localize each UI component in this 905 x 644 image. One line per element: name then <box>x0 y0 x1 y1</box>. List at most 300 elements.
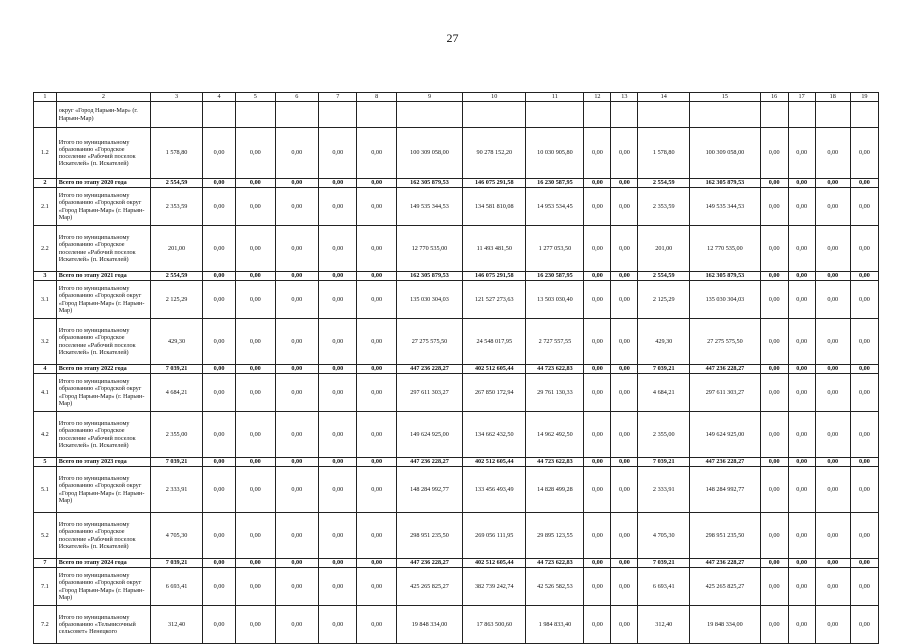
value-cell: 0,00 <box>584 226 611 272</box>
value-cell: 0,00 <box>236 179 275 188</box>
value-cell: 4 705,30 <box>151 513 203 559</box>
table-row <box>34 513 879 559</box>
value-cell: 0,00 <box>202 319 235 365</box>
value-cell: 0,00 <box>611 568 638 606</box>
value-cell: 0,00 <box>275 374 319 412</box>
value-cell: 6 693,41 <box>638 568 690 606</box>
row-label-cell: Итого по муниципальному образованию «Городское поселение «Рабочий поселок Искателей» (п. Искателей) <box>56 226 150 272</box>
row-label-cell: Итого по муниципальному образованию «Городское поселение «Рабочий поселок Искателей» (п. Искателей) <box>56 513 150 559</box>
row-label-cell: Всего по этапу 2021 года <box>56 272 150 281</box>
value-cell: 0,00 <box>815 606 850 644</box>
value-cell: 0,00 <box>236 559 275 568</box>
row-number-cell <box>34 102 57 128</box>
value-cell: 2 727 557,55 <box>526 319 584 365</box>
column-number: 16 <box>760 93 788 102</box>
value-cell: 267 850 172,94 <box>463 374 526 412</box>
value-cell: 297 611 303,27 <box>396 374 462 412</box>
value-cell: 298 951 235,50 <box>690 513 761 559</box>
row-label-cell: Итого по муниципальному образованию «Городское поселение «Рабочий поселок Искателей» (п. Искателей) <box>56 128 150 179</box>
value-cell: 17 863 500,60 <box>463 606 526 644</box>
value-cell: 4 705,30 <box>638 513 690 559</box>
value-cell: 0,00 <box>357 606 396 644</box>
table-row <box>34 102 879 128</box>
row-number-cell: 3 <box>34 272 57 281</box>
value-cell: 0,00 <box>611 513 638 559</box>
value-cell: 0,00 <box>236 467 275 513</box>
value-cell: 0,00 <box>760 272 788 281</box>
value-cell: 100 309 058,00 <box>690 128 761 179</box>
value-cell: 0,00 <box>788 467 815 513</box>
value-cell: 0,00 <box>788 272 815 281</box>
value-cell: 2 355,00 <box>638 412 690 458</box>
value-cell: 0,00 <box>357 319 396 365</box>
table-row <box>34 281 879 319</box>
value-cell <box>788 102 815 128</box>
value-cell: 0,00 <box>319 412 357 458</box>
value-cell: 134 662 432,50 <box>463 412 526 458</box>
value-cell: 100 309 058,00 <box>396 128 462 179</box>
value-cell: 0,00 <box>850 281 878 319</box>
row-number-cell: 3.1 <box>34 281 57 319</box>
row-number-cell: 2 <box>34 179 57 188</box>
value-cell: 4 684,21 <box>638 374 690 412</box>
value-cell: 133 456 493,49 <box>463 467 526 513</box>
value-cell: 0,00 <box>788 319 815 365</box>
value-cell: 2 554,59 <box>151 272 203 281</box>
value-cell: 0,00 <box>850 226 878 272</box>
row-label-cell: Итого по муниципальному образованию «Городское поселение «Рабочий поселок Искателей» (п. Искателей) <box>56 319 150 365</box>
value-cell: 0,00 <box>850 467 878 513</box>
value-cell: 19 848 334,00 <box>396 606 462 644</box>
value-cell: 0,00 <box>850 412 878 458</box>
stage-total-row <box>34 365 879 374</box>
value-cell: 42 526 582,53 <box>526 568 584 606</box>
value-cell: 0,00 <box>319 272 357 281</box>
value-cell: 2 554,59 <box>151 179 203 188</box>
value-cell: 0,00 <box>788 559 815 568</box>
page-number: 27 <box>446 31 459 45</box>
value-cell: 0,00 <box>611 374 638 412</box>
stage-total-row <box>34 458 879 467</box>
value-cell: 0,00 <box>788 513 815 559</box>
value-cell: 0,00 <box>760 319 788 365</box>
value-cell: 0,00 <box>236 412 275 458</box>
value-cell: 162 305 879,53 <box>396 179 462 188</box>
value-cell <box>236 102 275 128</box>
value-cell: 0,00 <box>815 467 850 513</box>
value-cell: 0,00 <box>850 128 878 179</box>
value-cell: 4 684,21 <box>151 374 203 412</box>
value-cell: 0,00 <box>275 412 319 458</box>
value-cell: 0,00 <box>357 559 396 568</box>
value-cell: 0,00 <box>275 319 319 365</box>
value-cell <box>357 102 396 128</box>
row-label-cell: Итого по муниципальному образованию «Городской округ «Город Нарьян-Мар» (г. Нарьян-Мар) <box>56 281 150 319</box>
table-row <box>34 412 879 458</box>
value-cell: 0,00 <box>850 458 878 467</box>
stage-total-row <box>34 272 879 281</box>
value-cell: 149 535 344,53 <box>396 188 462 226</box>
value-cell: 0,00 <box>850 365 878 374</box>
value-cell: 0,00 <box>275 272 319 281</box>
value-cell: 0,00 <box>611 458 638 467</box>
column-number: 5 <box>236 93 275 102</box>
value-cell: 0,00 <box>236 458 275 467</box>
value-cell: 0,00 <box>236 374 275 412</box>
value-cell: 0,00 <box>584 319 611 365</box>
table-row <box>34 128 879 179</box>
row-number-cell: 2.1 <box>34 188 57 226</box>
value-cell: 0,00 <box>611 467 638 513</box>
value-cell: 0,00 <box>815 458 850 467</box>
value-cell: 0,00 <box>319 226 357 272</box>
value-cell: 0,00 <box>357 179 396 188</box>
value-cell: 0,00 <box>275 281 319 319</box>
value-cell: 0,00 <box>275 559 319 568</box>
value-cell: 0,00 <box>611 188 638 226</box>
value-cell: 312,40 <box>638 606 690 644</box>
value-cell: 12 770 535,00 <box>690 226 761 272</box>
column-number: 9 <box>396 93 462 102</box>
value-cell: 0,00 <box>788 606 815 644</box>
column-number: 14 <box>638 93 690 102</box>
value-cell: 0,00 <box>202 226 235 272</box>
value-cell: 2 353,59 <box>151 188 203 226</box>
row-label-cell: Всего по этапу 2020 года <box>56 179 150 188</box>
value-cell: 0,00 <box>850 568 878 606</box>
value-cell: 2 333,91 <box>151 467 203 513</box>
value-cell: 0,00 <box>275 128 319 179</box>
value-cell: 7 039,21 <box>638 458 690 467</box>
value-cell: 0,00 <box>319 319 357 365</box>
value-cell: 0,00 <box>788 458 815 467</box>
value-cell: 0,00 <box>584 559 611 568</box>
value-cell: 0,00 <box>236 319 275 365</box>
value-cell: 0,00 <box>236 606 275 644</box>
value-cell: 0,00 <box>319 458 357 467</box>
value-cell: 0,00 <box>788 568 815 606</box>
value-cell: 2 353,59 <box>638 188 690 226</box>
value-cell: 44 723 622,83 <box>526 365 584 374</box>
row-number-cell: 1.2 <box>34 128 57 179</box>
value-cell: 0,00 <box>815 179 850 188</box>
value-cell: 0,00 <box>850 179 878 188</box>
value-cell: 7 039,21 <box>151 458 203 467</box>
value-cell: 162 305 879,53 <box>690 272 761 281</box>
value-cell: 0,00 <box>275 568 319 606</box>
value-cell: 121 527 273,63 <box>463 281 526 319</box>
value-cell: 7 039,21 <box>638 365 690 374</box>
value-cell: 0,00 <box>275 606 319 644</box>
value-cell: 0,00 <box>584 513 611 559</box>
value-cell: 0,00 <box>815 513 850 559</box>
value-cell: 0,00 <box>319 568 357 606</box>
row-number-cell: 5.2 <box>34 513 57 559</box>
value-cell: 269 056 111,95 <box>463 513 526 559</box>
value-cell: 402 512 605,44 <box>463 458 526 467</box>
value-cell: 0,00 <box>788 365 815 374</box>
value-cell: 0,00 <box>815 281 850 319</box>
value-cell: 10 030 905,80 <box>526 128 584 179</box>
value-cell: 149 624 925,00 <box>690 412 761 458</box>
value-cell: 0,00 <box>202 467 235 513</box>
value-cell: 0,00 <box>202 281 235 319</box>
value-cell: 0,00 <box>611 365 638 374</box>
value-cell: 0,00 <box>202 606 235 644</box>
value-cell <box>611 102 638 128</box>
value-cell: 0,00 <box>760 606 788 644</box>
value-cell: 402 512 605,44 <box>463 559 526 568</box>
column-number: 19 <box>850 93 878 102</box>
value-cell <box>151 102 203 128</box>
value-cell: 402 512 605,44 <box>463 365 526 374</box>
value-cell: 0,00 <box>319 179 357 188</box>
row-number-cell: 4 <box>34 365 57 374</box>
value-cell: 14 953 534,45 <box>526 188 584 226</box>
value-cell: 0,00 <box>815 374 850 412</box>
value-cell: 0,00 <box>815 412 850 458</box>
value-cell: 0,00 <box>850 559 878 568</box>
value-cell: 7 039,21 <box>638 559 690 568</box>
value-cell: 429,30 <box>151 319 203 365</box>
row-number-cell: 7.1 <box>34 568 57 606</box>
value-cell: 0,00 <box>584 606 611 644</box>
value-cell: 0,00 <box>202 365 235 374</box>
value-cell: 447 236 228,27 <box>690 458 761 467</box>
value-cell: 19 848 334,00 <box>690 606 761 644</box>
value-cell: 447 236 228,27 <box>690 365 761 374</box>
value-cell: 27 275 575,50 <box>396 319 462 365</box>
value-cell: 2 554,59 <box>638 272 690 281</box>
value-cell: 149 624 925,00 <box>396 412 462 458</box>
value-cell: 1 984 833,40 <box>526 606 584 644</box>
data-table <box>33 92 879 644</box>
column-number: 1 <box>34 93 57 102</box>
value-cell: 0,00 <box>584 272 611 281</box>
stage-total-row <box>34 179 879 188</box>
value-cell: 425 265 825,27 <box>396 568 462 606</box>
value-cell: 0,00 <box>760 458 788 467</box>
value-cell <box>526 102 584 128</box>
value-cell: 0,00 <box>236 365 275 374</box>
value-cell: 162 305 879,53 <box>396 272 462 281</box>
value-cell: 0,00 <box>319 128 357 179</box>
value-cell: 0,00 <box>611 606 638 644</box>
value-cell: 0,00 <box>236 513 275 559</box>
column-numbers-row <box>34 93 879 102</box>
value-cell: 0,00 <box>202 559 235 568</box>
value-cell: 146 075 291,58 <box>463 179 526 188</box>
value-cell: 6 693,41 <box>151 568 203 606</box>
value-cell: 16 230 587,95 <box>526 179 584 188</box>
value-cell: 425 265 825,27 <box>690 568 761 606</box>
value-cell: 0,00 <box>760 128 788 179</box>
value-cell: 0,00 <box>760 412 788 458</box>
value-cell: 90 278 152,20 <box>463 128 526 179</box>
value-cell <box>850 102 878 128</box>
column-number: 7 <box>319 93 357 102</box>
value-cell: 148 284 992,77 <box>396 467 462 513</box>
value-cell: 0,00 <box>236 281 275 319</box>
value-cell: 447 236 228,27 <box>396 559 462 568</box>
value-cell <box>584 102 611 128</box>
value-cell <box>815 102 850 128</box>
value-cell: 0,00 <box>319 281 357 319</box>
value-cell <box>690 102 761 128</box>
value-cell: 0,00 <box>850 374 878 412</box>
value-cell: 0,00 <box>815 319 850 365</box>
value-cell: 2 125,29 <box>638 281 690 319</box>
row-label-cell: Итого по муниципальному образованию «Городской округ «Город Нарьян-Мар» (г. Нарьян-Мар) <box>56 188 150 226</box>
row-label-cell: Всего по этапу 2022 года <box>56 365 150 374</box>
value-cell: 1 578,80 <box>638 128 690 179</box>
value-cell: 447 236 228,27 <box>396 365 462 374</box>
value-cell: 0,00 <box>788 374 815 412</box>
value-cell <box>396 102 462 128</box>
column-number: 3 <box>151 93 203 102</box>
value-cell <box>319 102 357 128</box>
value-cell: 1 277 053,50 <box>526 226 584 272</box>
value-cell: 0,00 <box>202 568 235 606</box>
column-number: 13 <box>611 93 638 102</box>
value-cell: 0,00 <box>319 513 357 559</box>
value-cell: 0,00 <box>584 188 611 226</box>
value-cell: 0,00 <box>788 412 815 458</box>
value-cell: 0,00 <box>202 458 235 467</box>
value-cell: 0,00 <box>815 226 850 272</box>
column-number: 11 <box>526 93 584 102</box>
value-cell: 0,00 <box>788 281 815 319</box>
value-cell: 0,00 <box>584 281 611 319</box>
value-cell: 16 230 587,95 <box>526 272 584 281</box>
value-cell <box>760 102 788 128</box>
value-cell: 0,00 <box>275 467 319 513</box>
value-cell: 298 951 235,50 <box>396 513 462 559</box>
row-number-cell: 5.1 <box>34 467 57 513</box>
value-cell: 0,00 <box>202 513 235 559</box>
column-number: 10 <box>463 93 526 102</box>
table-row <box>34 319 879 365</box>
value-cell: 0,00 <box>760 281 788 319</box>
value-cell: 0,00 <box>850 272 878 281</box>
value-cell: 0,00 <box>275 365 319 374</box>
value-cell: 0,00 <box>815 188 850 226</box>
value-cell: 148 284 992,77 <box>690 467 761 513</box>
row-label-cell: Итого по муниципальному образованию «Городской округ «Город Нарьян-Мар» (г. Нарьян-Мар) <box>56 568 150 606</box>
column-number: 2 <box>56 93 150 102</box>
column-number: 6 <box>275 93 319 102</box>
value-cell: 0,00 <box>611 281 638 319</box>
value-cell: 0,00 <box>611 272 638 281</box>
value-cell: 0,00 <box>202 374 235 412</box>
value-cell: 162 305 879,53 <box>690 179 761 188</box>
value-cell: 135 030 304,03 <box>396 281 462 319</box>
column-number: 17 <box>788 93 815 102</box>
value-cell: 0,00 <box>275 188 319 226</box>
value-cell: 0,00 <box>236 128 275 179</box>
table-row <box>34 467 879 513</box>
value-cell: 0,00 <box>357 374 396 412</box>
value-cell: 0,00 <box>815 559 850 568</box>
value-cell: 0,00 <box>788 128 815 179</box>
value-cell: 135 030 304,03 <box>690 281 761 319</box>
value-cell: 0,00 <box>357 128 396 179</box>
table-row <box>34 188 879 226</box>
value-cell: 0,00 <box>202 179 235 188</box>
row-number-cell: 3.2 <box>34 319 57 365</box>
value-cell: 27 275 575,50 <box>690 319 761 365</box>
value-cell: 0,00 <box>357 513 396 559</box>
value-cell: 201,00 <box>638 226 690 272</box>
value-cell: 1 578,80 <box>151 128 203 179</box>
value-cell: 0,00 <box>584 179 611 188</box>
value-cell: 0,00 <box>584 568 611 606</box>
value-cell: 0,00 <box>357 568 396 606</box>
value-cell: 0,00 <box>357 272 396 281</box>
value-cell: 0,00 <box>357 458 396 467</box>
column-number: 4 <box>202 93 235 102</box>
value-cell: 0,00 <box>584 374 611 412</box>
value-cell: 0,00 <box>275 513 319 559</box>
value-cell: 7 039,21 <box>151 559 203 568</box>
row-label-cell: Всего по этапу 2023 года <box>56 458 150 467</box>
value-cell: 0,00 <box>275 226 319 272</box>
column-number: 18 <box>815 93 850 102</box>
value-cell: 0,00 <box>815 365 850 374</box>
value-cell: 0,00 <box>319 188 357 226</box>
value-cell: 0,00 <box>611 179 638 188</box>
value-cell: 0,00 <box>760 226 788 272</box>
table-row <box>34 606 879 644</box>
value-cell: 0,00 <box>319 365 357 374</box>
value-cell: 0,00 <box>319 374 357 412</box>
value-cell: 0,00 <box>357 226 396 272</box>
value-cell: 0,00 <box>850 188 878 226</box>
value-cell: 149 535 344,53 <box>690 188 761 226</box>
value-cell: 0,00 <box>202 412 235 458</box>
value-cell: 0,00 <box>236 226 275 272</box>
row-label-cell: Итого по муниципальному образованию «Тельвисочный сельсовет» Ненецкого <box>56 606 150 644</box>
value-cell: 0,00 <box>357 412 396 458</box>
value-cell: 0,00 <box>275 179 319 188</box>
value-cell: 0,00 <box>202 188 235 226</box>
value-cell: 0,00 <box>788 226 815 272</box>
table-row <box>34 374 879 412</box>
value-cell: 0,00 <box>760 374 788 412</box>
value-cell: 0,00 <box>611 412 638 458</box>
value-cell: 0,00 <box>815 272 850 281</box>
value-cell: 13 503 030,40 <box>526 281 584 319</box>
value-cell: 447 236 228,27 <box>396 458 462 467</box>
value-cell: 0,00 <box>850 513 878 559</box>
value-cell: 0,00 <box>584 458 611 467</box>
value-cell: 146 075 291,58 <box>463 272 526 281</box>
value-cell: 2 333,91 <box>638 467 690 513</box>
value-cell: 0,00 <box>357 188 396 226</box>
value-cell <box>202 102 235 128</box>
value-cell: 201,00 <box>151 226 203 272</box>
value-cell: 134 581 810,08 <box>463 188 526 226</box>
row-number-cell: 5 <box>34 458 57 467</box>
value-cell: 0,00 <box>236 568 275 606</box>
value-cell <box>463 102 526 128</box>
value-cell: 0,00 <box>611 226 638 272</box>
value-cell: 0,00 <box>319 559 357 568</box>
table-body <box>34 93 879 644</box>
value-cell: 0,00 <box>319 606 357 644</box>
value-cell: 0,00 <box>357 365 396 374</box>
value-cell: 312,40 <box>151 606 203 644</box>
